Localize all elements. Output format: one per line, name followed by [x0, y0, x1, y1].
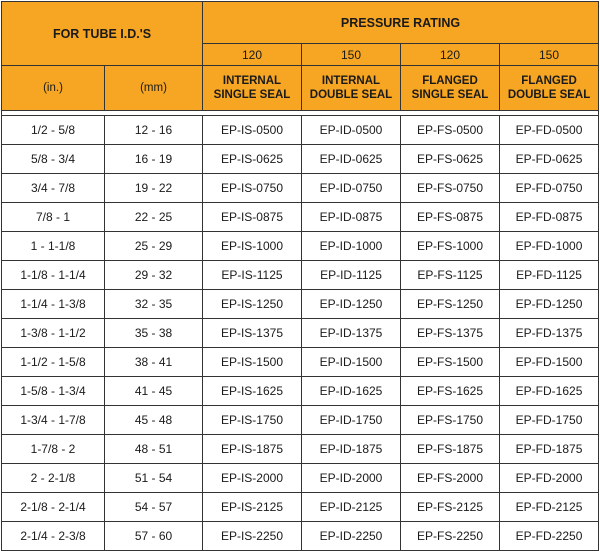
internal-single-seal-cell: EP-IS-1125 [203, 261, 302, 290]
size-mm-cell: 57 - 60 [105, 522, 203, 551]
flanged-double-seal-cell: EP-FD-1875 [500, 435, 599, 464]
size-inches-cell: 2 - 2-1/8 [2, 464, 105, 493]
internal-single-seal-cell: EP-IS-0625 [203, 145, 302, 174]
table-row [2, 116, 599, 145]
type-line-2: DOUBLE SEAL [507, 89, 591, 101]
size-inches-cell: 1-5/8 - 1-3/4 [2, 377, 105, 406]
internal-double-seal-cell: EP-ID-0875 [302, 203, 401, 232]
table-row [2, 493, 599, 522]
type-line-1: INTERNAL [222, 75, 282, 87]
flanged-single-seal-cell: EP-FS-0500 [401, 116, 500, 145]
internal-double-seal-cell: EP-ID-2250 [302, 522, 401, 551]
table-row [2, 174, 599, 203]
size-inches-cell: 1-1/8 - 1-1/4 [2, 261, 105, 290]
internal-single-seal-cell: EP-IS-0750 [203, 174, 302, 203]
internal-single-seal-cell: EP-IS-1500 [203, 348, 302, 377]
table-row [2, 319, 599, 348]
table-row [2, 145, 599, 174]
flanged-single-seal-cell: EP-FS-2250 [401, 522, 500, 551]
internal-single-seal-cell: EP-IS-2125 [203, 493, 302, 522]
flanged-double-seal-cell: EP-FD-0625 [500, 145, 599, 174]
flanged-double-seal-cell: EP-FD-1375 [500, 319, 599, 348]
internal-double-seal-cell: EP-ID-1250 [302, 290, 401, 319]
flanged-single-seal-cell: EP-FS-2000 [401, 464, 500, 493]
table-row [2, 261, 599, 290]
type-line-2: SINGLE SEAL [411, 89, 489, 101]
size-mm-cell: 38 - 41 [105, 348, 203, 377]
internal-double-seal-cell: EP-ID-1625 [302, 377, 401, 406]
table-row [2, 406, 599, 435]
size-mm-cell: 54 - 57 [105, 493, 203, 522]
flanged-double-seal-cell: EP-FD-2250 [500, 522, 599, 551]
size-inches-cell: 2-1/4 - 2-3/8 [2, 522, 105, 551]
flanged-double-seal-cell: EP-FD-1250 [500, 290, 599, 319]
size-mm-cell: 25 - 29 [105, 232, 203, 261]
table-row [2, 435, 599, 464]
type-line-1: INTERNAL [321, 75, 381, 87]
flanged-single-seal-cell: EP-FS-1625 [401, 377, 500, 406]
size-mm-cell: 16 - 19 [105, 145, 203, 174]
internal-single-seal-cell: EP-IS-1875 [203, 435, 302, 464]
size-inches-cell: 1-3/4 - 1-7/8 [2, 406, 105, 435]
flanged-double-seal-cell: EP-FD-2125 [500, 493, 599, 522]
flanged-single-seal-cell: EP-FS-1375 [401, 319, 500, 348]
flanged-single-seal-cell: EP-FS-0750 [401, 174, 500, 203]
size-mm-cell: 19 - 22 [105, 174, 203, 203]
internal-double-seal-cell: EP-ID-1875 [302, 435, 401, 464]
internal-single-seal-cell: EP-IS-0875 [203, 203, 302, 232]
size-inches-cell: 1-1/4 - 1-3/8 [2, 290, 105, 319]
internal-double-seal-cell: EP-ID-0500 [302, 116, 401, 145]
flanged-single-seal-cell: EP-FS-1250 [401, 290, 500, 319]
internal-double-seal-cell: EP-ID-1375 [302, 319, 401, 348]
flanged-single-seal-cell: EP-FS-0625 [401, 145, 500, 174]
rating-150-flanged: 150 [500, 44, 599, 66]
table-row [2, 522, 599, 551]
flanged-double-seal-cell: EP-FD-1125 [500, 261, 599, 290]
internal-double-seal-cell: EP-ID-2125 [302, 493, 401, 522]
flanged-single-seal-cell: EP-FS-1000 [401, 232, 500, 261]
internal-single-seal-cell: EP-IS-1625 [203, 377, 302, 406]
internal-single-seal-cell: EP-IS-1000 [203, 232, 302, 261]
pressure-rating-table [1, 1, 599, 551]
size-mm-cell: 48 - 51 [105, 435, 203, 464]
size-mm-cell: 22 - 25 [105, 203, 203, 232]
size-mm-cell: 29 - 32 [105, 261, 203, 290]
flanged-double-seal-cell: EP-FD-0750 [500, 174, 599, 203]
flanged-single-seal-cell: EP-FS-2125 [401, 493, 500, 522]
flanged-double-seal-cell: EP-FD-1500 [500, 348, 599, 377]
flanged-double-seal-cell: EP-FD-0875 [500, 203, 599, 232]
flanged-single-seal-cell: EP-FS-1750 [401, 406, 500, 435]
type-line-1: FLANGED [422, 75, 478, 87]
flanged-single-seal-cell: EP-FS-1500 [401, 348, 500, 377]
flanged-single-seal-cell: EP-FS-1875 [401, 435, 500, 464]
pressure-rating-header: PRESSURE RATING [203, 2, 599, 44]
size-mm-cell: 35 - 38 [105, 319, 203, 348]
size-inches-cell: 3/4 - 7/8 [2, 174, 105, 203]
table-row [2, 232, 599, 261]
size-inches-cell: 7/8 - 1 [2, 203, 105, 232]
internal-single-seal-header [203, 66, 302, 111]
table-body [2, 116, 599, 551]
internal-single-seal-cell: EP-IS-2000 [203, 464, 302, 493]
mm-header: (mm) [105, 66, 203, 111]
table-row [2, 348, 599, 377]
flanged-double-seal-cell: EP-FD-1625 [500, 377, 599, 406]
internal-single-seal-cell: EP-IS-1375 [203, 319, 302, 348]
internal-double-seal-cell: EP-ID-2000 [302, 464, 401, 493]
flanged-double-seal-cell: EP-FD-0500 [500, 116, 599, 145]
size-mm-cell: 12 - 16 [105, 116, 203, 145]
internal-single-seal-cell: EP-IS-1250 [203, 290, 302, 319]
table-row [2, 464, 599, 493]
rating-120-flanged: 120 [401, 44, 500, 66]
size-inches-cell: 1-7/8 - 2 [2, 435, 105, 464]
rating-120-internal: 120 [203, 44, 302, 66]
internal-double-seal-header [302, 66, 401, 111]
rating-150-internal: 150 [302, 44, 401, 66]
type-line-2: SINGLE SEAL [213, 89, 291, 101]
flanged-double-seal-cell: EP-FD-1750 [500, 406, 599, 435]
size-mm-cell: 51 - 54 [105, 464, 203, 493]
table-row [2, 377, 599, 406]
internal-double-seal-cell: EP-ID-1750 [302, 406, 401, 435]
flanged-single-seal-cell: EP-FS-1125 [401, 261, 500, 290]
size-inches-cell: 1/2 - 5/8 [2, 116, 105, 145]
size-inches-cell: 1-1/2 - 1-5/8 [2, 348, 105, 377]
internal-single-seal-cell: EP-IS-0500 [203, 116, 302, 145]
size-inches-cell: 5/8 - 3/4 [2, 145, 105, 174]
table-row [2, 290, 599, 319]
internal-double-seal-cell: EP-ID-1500 [302, 348, 401, 377]
flanged-double-seal-header [500, 66, 599, 111]
size-inches-cell: 1 - 1-1/8 [2, 232, 105, 261]
internal-double-seal-cell: EP-ID-0750 [302, 174, 401, 203]
size-mm-cell: 41 - 45 [105, 377, 203, 406]
tube-id-header: FOR TUBE I.D.'S [2, 2, 203, 66]
internal-double-seal-cell: EP-ID-1000 [302, 232, 401, 261]
flanged-double-seal-cell: EP-FD-2000 [500, 464, 599, 493]
size-mm-cell: 32 - 35 [105, 290, 203, 319]
flanged-single-seal-header [401, 66, 500, 111]
internal-double-seal-cell: EP-ID-1125 [302, 261, 401, 290]
size-mm-cell: 45 - 48 [105, 406, 203, 435]
flanged-single-seal-cell: EP-FS-0875 [401, 203, 500, 232]
size-inches-cell: 1-3/8 - 1-1/2 [2, 319, 105, 348]
internal-single-seal-cell: EP-IS-1750 [203, 406, 302, 435]
type-line-2: DOUBLE SEAL [309, 89, 393, 101]
type-line-1: FLANGED [521, 75, 577, 87]
table-row [2, 203, 599, 232]
inches-header: (in.) [2, 66, 105, 111]
internal-single-seal-cell: EP-IS-2250 [203, 522, 302, 551]
flanged-double-seal-cell: EP-FD-1000 [500, 232, 599, 261]
size-inches-cell: 2-1/8 - 2-1/4 [2, 493, 105, 522]
internal-double-seal-cell: EP-ID-0625 [302, 145, 401, 174]
